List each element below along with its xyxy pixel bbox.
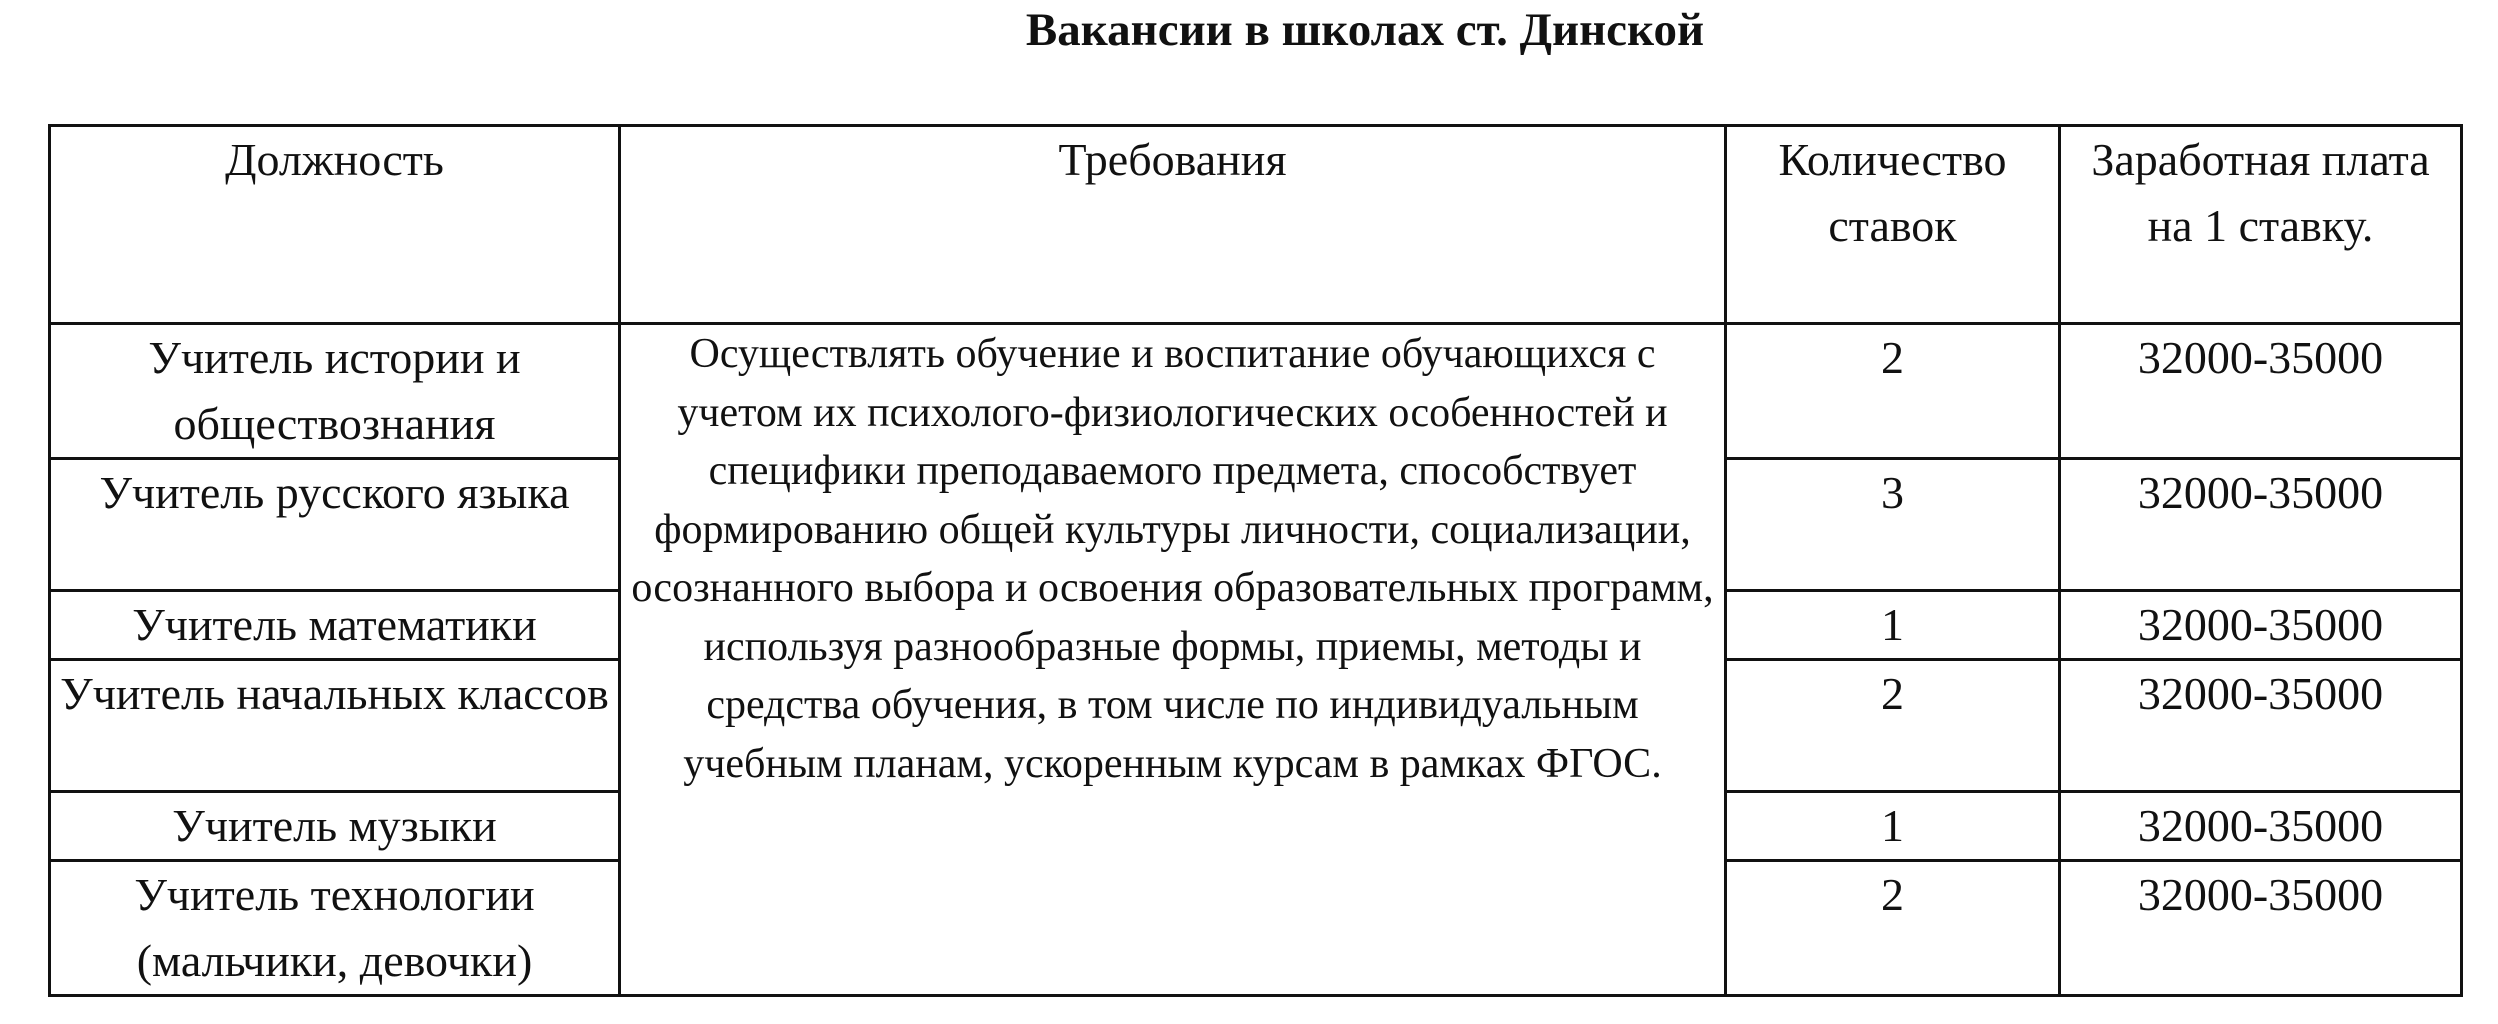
- table-header-row: [50, 126, 2462, 324]
- header-position: Должность: [50, 126, 620, 324]
- vacancies-table: [48, 124, 2463, 997]
- cell-count: 2: [1726, 861, 2060, 996]
- table-row: [50, 324, 2462, 459]
- cell-count: 1: [1726, 591, 2060, 660]
- cell-salary: 32000-35000: [2060, 591, 2462, 660]
- cell-position: Учитель начальных классов: [50, 660, 620, 792]
- cell-position: Учитель математики: [50, 591, 620, 660]
- header-salary: Заработная плата на 1 ставку.: [2060, 126, 2462, 324]
- cell-count: 1: [1726, 792, 2060, 861]
- cell-count: 2: [1726, 660, 2060, 792]
- cell-position: Учитель технологии (мальчики, девочки): [50, 861, 620, 996]
- cell-position: Учитель истории и обществознания: [50, 324, 620, 459]
- cell-salary: 32000-35000: [2060, 324, 2462, 459]
- cell-salary: 32000-35000: [2060, 861, 2462, 996]
- header-requirements: Требования: [620, 126, 1726, 324]
- cell-count: 2: [1726, 324, 2060, 459]
- cell-salary: 32000-35000: [2060, 792, 2462, 861]
- cell-position: Учитель русского языка: [50, 459, 620, 591]
- cell-salary: 32000-35000: [2060, 660, 2462, 792]
- cell-requirements: Осуществлять обучение и воспитание обучающихся с учетом их психолого-физиологических особенностей и специфики преподаваемого предмета, способствует формированию общей культуры личности, социализации, осознанного выбора и освоения образовательных программ, используя разнообразные формы, приемы, методы и средства обучения, в том числе по индивидуальным учебным планам, ускоренным курсам в рамках ФГОС.: [620, 324, 1726, 996]
- cell-salary: 32000-35000: [2060, 459, 2462, 591]
- cell-count: 3: [1726, 459, 2060, 591]
- header-count: Количество ставок: [1726, 126, 2060, 324]
- cell-position: Учитель музыки: [50, 792, 620, 861]
- page-title: Вакансии в школах ст. Динской: [1025, 4, 1705, 56]
